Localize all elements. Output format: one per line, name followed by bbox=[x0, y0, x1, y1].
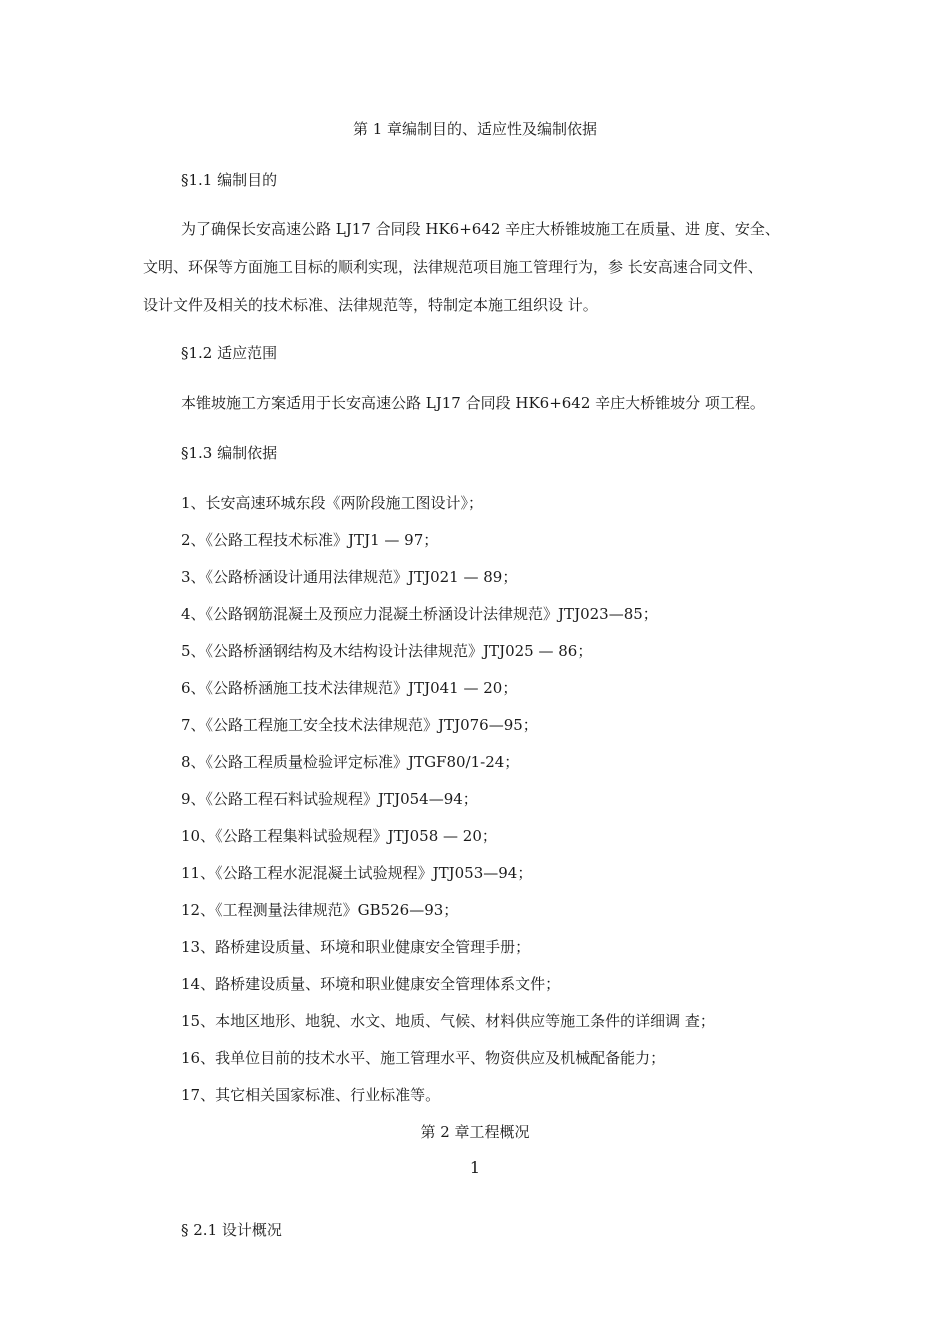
chapter-2-title: 第 2 章工程概况 bbox=[420, 1123, 530, 1141]
page-number: 1 bbox=[469, 1158, 481, 1177]
reference-item: 8、《公路工程质量检验评定标准》JTGF80/1-24； bbox=[181, 753, 520, 771]
reference-item: 14、路桥建设质量、环境和职业健康安全管理体系文件； bbox=[181, 975, 561, 993]
section-1-2-paragraph: 本锥坡施工方案适用于长安高速公路 LJ17 合同段 HK6+642 辛庄大桥锥坡分 项工程。 bbox=[181, 394, 765, 412]
reference-item: 13、路桥建设质量、环境和职业健康安全管理手册； bbox=[181, 938, 531, 956]
reference-item: 16、我单位目前的技术水平、施工管理水平、物资供应及机械配备能力； bbox=[181, 1049, 666, 1067]
section-1-1-line-2: 文明、环保等方面施工目标的顺利实现，法律规范项目施工管理行为，参 长安高速合同文件、 bbox=[143, 258, 763, 276]
reference-item: 3、《公路桥涵设计通用法律规范》JTJ021 — 89； bbox=[181, 568, 518, 586]
reference-item: 7、《公路工程施工安全技术法律规范》JTJ076—95； bbox=[181, 716, 538, 734]
section-1-1-heading: §1.1 编制目的 bbox=[181, 171, 278, 189]
reference-item: 2、《公路工程技术标准》JTJ1 — 97； bbox=[181, 531, 439, 549]
reference-item: 12、《工程测量法律规范》GB526—93； bbox=[181, 901, 459, 919]
reference-item: 17、其它相关国家标准、行业标准等。 bbox=[181, 1086, 441, 1104]
reference-item: 9、《公路工程石料试验规程》JTJ054—94； bbox=[181, 790, 478, 808]
reference-item: 6、《公路桥涵施工技术法律规范》JTJ041 — 20； bbox=[181, 679, 518, 697]
section-2-1-heading: § 2.1 设计概况 bbox=[181, 1221, 282, 1239]
reference-item: 15、本地区地形、地貌、水文、地质、气候、材料供应等施工条件的详细调 查； bbox=[181, 1012, 715, 1030]
reference-item: 4、《公路钢筋混凝土及预应力混凝土桥涵设计法律规范》JTJ023—85； bbox=[181, 605, 658, 623]
chapter-1-title: 第 1 章编制目的、适应性及编制依据 bbox=[352, 120, 598, 138]
reference-item: 1、长安高速环城东段《两阶段施工图设计》； bbox=[181, 494, 484, 512]
section-1-1-line-1: 为了确保长安高速公路 LJ17 合同段 HK6+642 辛庄大桥锥坡施工在质量、进 度、安全、 bbox=[181, 220, 780, 238]
reference-item: 5、《公路桥涵钢结构及木结构设计法律规范》JTJ025 — 86； bbox=[181, 642, 593, 660]
reference-item: 11、《公路工程水泥混凝土试验规程》JTJ053—94； bbox=[181, 864, 533, 882]
reference-item: 10、《公路工程集料试验规程》JTJ058 — 20； bbox=[181, 827, 497, 845]
section-1-3-heading: §1.3 编制依据 bbox=[181, 444, 278, 462]
section-1-2-heading: §1.2 适应范围 bbox=[181, 344, 278, 362]
section-1-1-line-3: 设计文件及相关的技术标准、法律规范等，特制定本施工组织设 计。 bbox=[143, 296, 598, 314]
